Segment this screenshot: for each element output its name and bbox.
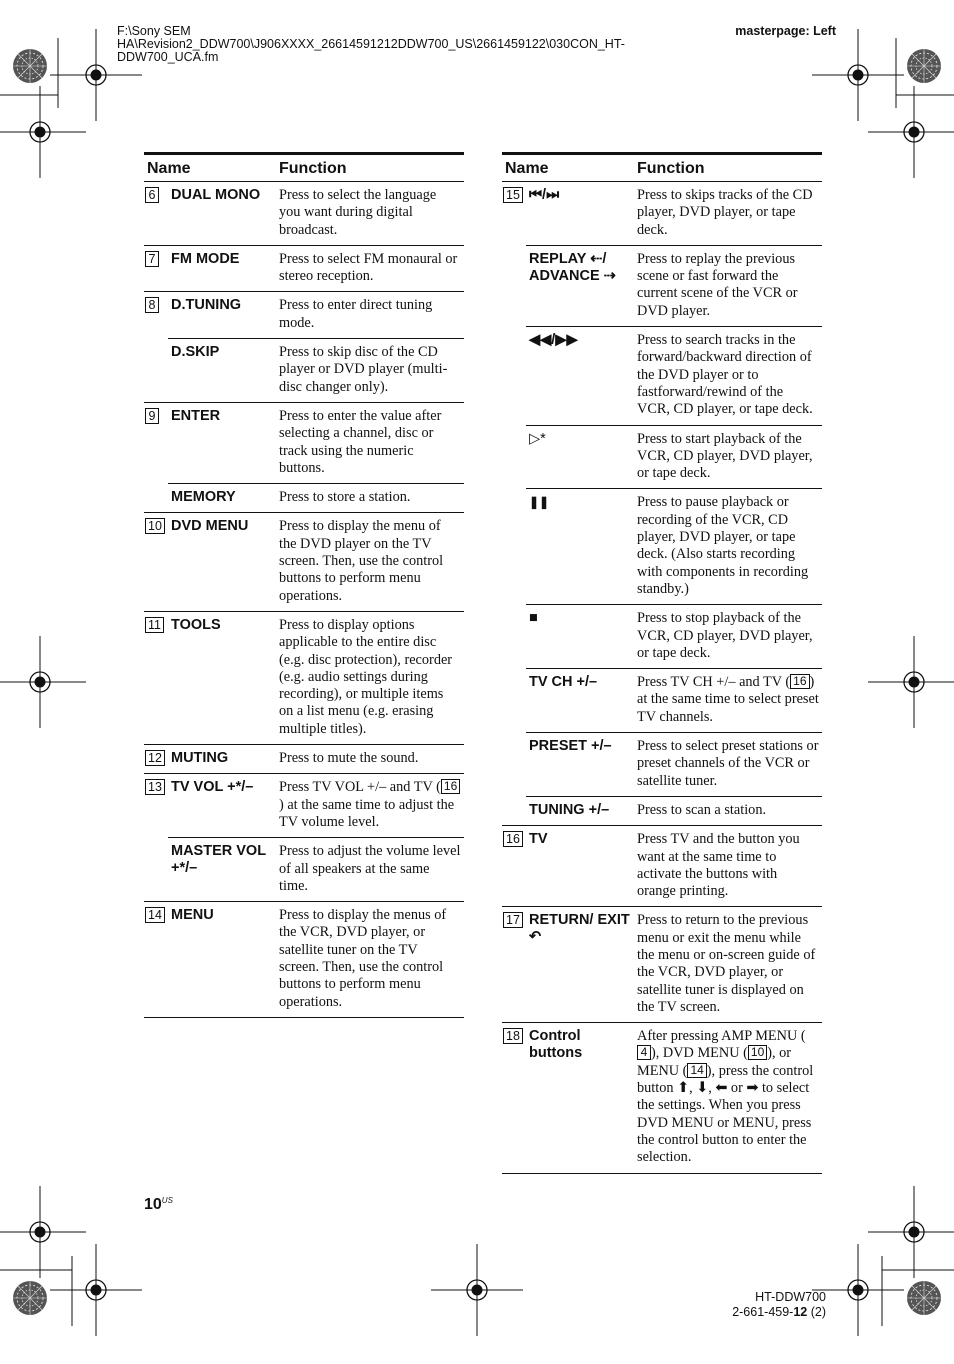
search-buttons-name: ◀◀/▶▶ bbox=[526, 327, 634, 425]
item-number: 17 bbox=[503, 912, 523, 928]
button-name: MUTING bbox=[168, 745, 276, 774]
table-row bbox=[144, 402, 464, 483]
table-row bbox=[502, 796, 822, 825]
button-function: After pressing AMP MENU (4 ), DVD MENU ( 10 ), or MENU ( 14 ), press the control button ⬆, ⬇, ⬅ or ➡ to select the settings. When you press DVD MENU or MENU, press the control button to enter the selection. bbox=[634, 1023, 822, 1173]
button-function: Press to skip disc of the CD player or DVD player (multi-disc changer only). bbox=[276, 339, 464, 403]
table-row bbox=[144, 838, 464, 902]
table-row bbox=[502, 182, 822, 246]
button-function: Press to select the language you want during digital broadcast. bbox=[276, 182, 464, 246]
table-row bbox=[502, 733, 822, 797]
pause-icon: ❚❚ bbox=[526, 489, 634, 605]
button-name: REPLAY ⇠/ ADVANCE ⇢ bbox=[526, 245, 634, 326]
item-number: 15 bbox=[503, 187, 523, 203]
table-row bbox=[502, 245, 822, 326]
button-name: DUAL MONO bbox=[168, 182, 276, 246]
table-row bbox=[144, 292, 464, 339]
button-name: MENU bbox=[168, 902, 276, 1018]
table-row bbox=[144, 774, 464, 838]
button-name: D.SKIP bbox=[168, 339, 276, 403]
button-function: Press to skips tracks of the CD player, DVD player, or tape deck. bbox=[634, 182, 822, 246]
col-header-name: Name bbox=[144, 154, 276, 182]
button-function: Press to pause playback or recording of the VCR, CD player, DVD player, or tape deck. (Also starts recording with components in recording standby.) bbox=[634, 489, 822, 605]
button-name: PRESET +/– bbox=[526, 733, 634, 797]
stop-icon: ■ bbox=[526, 605, 634, 669]
col-header-name: Name bbox=[502, 154, 634, 182]
item-number: 8 bbox=[145, 297, 159, 313]
page-number: $10^{US}$ bbox=[144, 1196, 173, 1213]
item-number: 7 bbox=[145, 251, 159, 267]
button-name: FM MODE bbox=[168, 245, 276, 292]
button-function: Press to replay the previous scene or fast forward the current scene of the VCR or DVD player. bbox=[634, 245, 822, 326]
button-function: Press to store a station. bbox=[276, 484, 464, 513]
item-number: 13 bbox=[145, 779, 165, 795]
button-name: Control buttons bbox=[526, 1023, 634, 1173]
table-row bbox=[502, 826, 822, 907]
right-function-table bbox=[502, 152, 822, 1174]
item-number: 11 bbox=[145, 617, 164, 633]
table-row bbox=[502, 605, 822, 669]
button-name: RETURN/ EXIT ↶ bbox=[526, 907, 634, 1023]
item-number: 9 bbox=[145, 408, 159, 424]
button-name: TUNING +/– bbox=[526, 796, 634, 825]
button-function: Press to select FM monaural or stereo reception. bbox=[276, 245, 464, 292]
button-name: TV CH +/– bbox=[526, 669, 634, 733]
table-row bbox=[144, 902, 464, 1018]
button-function: Press to mute the sound. bbox=[276, 745, 464, 774]
skip-buttons-name: ⏮/⏭ bbox=[526, 182, 634, 246]
button-function: Press to display the menus of the VCR, DVD player, or satellite tuner on the TV screen. Then, use the control buttons to perform menu operations. bbox=[276, 902, 464, 1018]
button-name: DVD MENU bbox=[168, 513, 276, 611]
item-number: 6 bbox=[145, 187, 159, 203]
item-reference: 16 bbox=[790, 674, 809, 689]
button-function: Press to start playback of the VCR, CD player, DVD player, or tape deck. bbox=[634, 425, 822, 489]
file-path: F:\Sony SEM HA\Revision2_DDW700\J906XXXX_26614591212DDW700_US\2661459122\030CON_HT-DDW700_UCA.fm bbox=[117, 24, 625, 64]
left-function-table bbox=[144, 152, 464, 1018]
button-function: Press to enter direct tuning mode. bbox=[276, 292, 464, 339]
button-function: Press to return to the previous menu or exit the menu while the menu or on-screen guide of the VCR, DVD player, or satellite tuner is displayed on the TV screen. bbox=[634, 907, 822, 1023]
item-reference: 4 bbox=[637, 1045, 651, 1060]
button-function: Press TV CH +/– and TV ( 16 ) at the same time to select preset TV channels. bbox=[634, 669, 822, 733]
table-row bbox=[144, 611, 464, 744]
document-code: 2-661-459-12 (2) bbox=[732, 1305, 826, 1319]
button-function: Press TV VOL +/– and TV ( 16) at the same time to adjust the TV volume level. bbox=[276, 774, 464, 838]
button-function: Press to scan a station. bbox=[634, 796, 822, 825]
button-name: TV bbox=[526, 826, 634, 907]
button-name: TV VOL +*/– bbox=[168, 774, 276, 838]
item-reference: 14 bbox=[687, 1063, 706, 1078]
button-function: Press to display the menu of the DVD player on the TV screen. Then, use the control buttons to perform menu operations. bbox=[276, 513, 464, 611]
item-number: 14 bbox=[145, 907, 165, 923]
button-name: D.TUNING bbox=[168, 292, 276, 339]
model-number: HT-DDW700 bbox=[755, 1290, 826, 1304]
masterpage-label: masterpage: Left bbox=[735, 24, 836, 38]
button-name: ENTER bbox=[168, 402, 276, 483]
table-row bbox=[144, 745, 464, 774]
button-name: MEMORY bbox=[168, 484, 276, 513]
item-number: 16 bbox=[503, 831, 523, 847]
footer bbox=[732, 1290, 826, 1320]
table-row bbox=[502, 1023, 822, 1173]
table-row bbox=[144, 182, 464, 246]
button-function: Press to enter the value after selecting a channel, disc or track using the numeric buttons. bbox=[276, 402, 464, 483]
table-row bbox=[502, 327, 822, 425]
item-number: 10 bbox=[145, 518, 165, 534]
item-number: 12 bbox=[145, 750, 165, 766]
button-function: Press to stop playback of the VCR, CD player, DVD player, or tape deck. bbox=[634, 605, 822, 669]
table-row bbox=[144, 339, 464, 403]
button-function: Press TV and the button you want at the same time to activate the buttons with orange printing. bbox=[634, 826, 822, 907]
table-row bbox=[144, 484, 464, 513]
button-function: Press to search tracks in the forward/backward direction of the DVD player or to fastforward/rewind of the VCR, CD player, or tape deck. bbox=[634, 327, 822, 425]
item-number: 18 bbox=[503, 1028, 523, 1044]
table-row bbox=[502, 907, 822, 1023]
col-header-function: Function bbox=[634, 154, 822, 182]
button-function: Press to display options applicable to the entire disc (e.g. disc protection), recorder (e.g. audio settings during recording), or multiple items on a list menu (e.g. erasing multiple titles). bbox=[276, 611, 464, 744]
table-row bbox=[502, 489, 822, 605]
play-icon: ▷* bbox=[526, 425, 634, 489]
button-name: TOOLS bbox=[168, 611, 276, 744]
col-header-function: Function bbox=[276, 154, 464, 182]
table-row bbox=[144, 513, 464, 611]
button-function: Press to adjust the volume level of all speakers at the same time. bbox=[276, 838, 464, 902]
table-row bbox=[144, 245, 464, 292]
button-function: Press to select preset stations or preset channels of the VCR or satellite tuner. bbox=[634, 733, 822, 797]
item-reference: 16 bbox=[441, 779, 460, 794]
item-reference: 10 bbox=[748, 1045, 767, 1060]
page-suffix: US bbox=[161, 1196, 173, 1205]
table-row bbox=[502, 669, 822, 733]
button-name: MASTER VOL +*/– bbox=[168, 838, 276, 902]
table-row bbox=[502, 425, 822, 489]
